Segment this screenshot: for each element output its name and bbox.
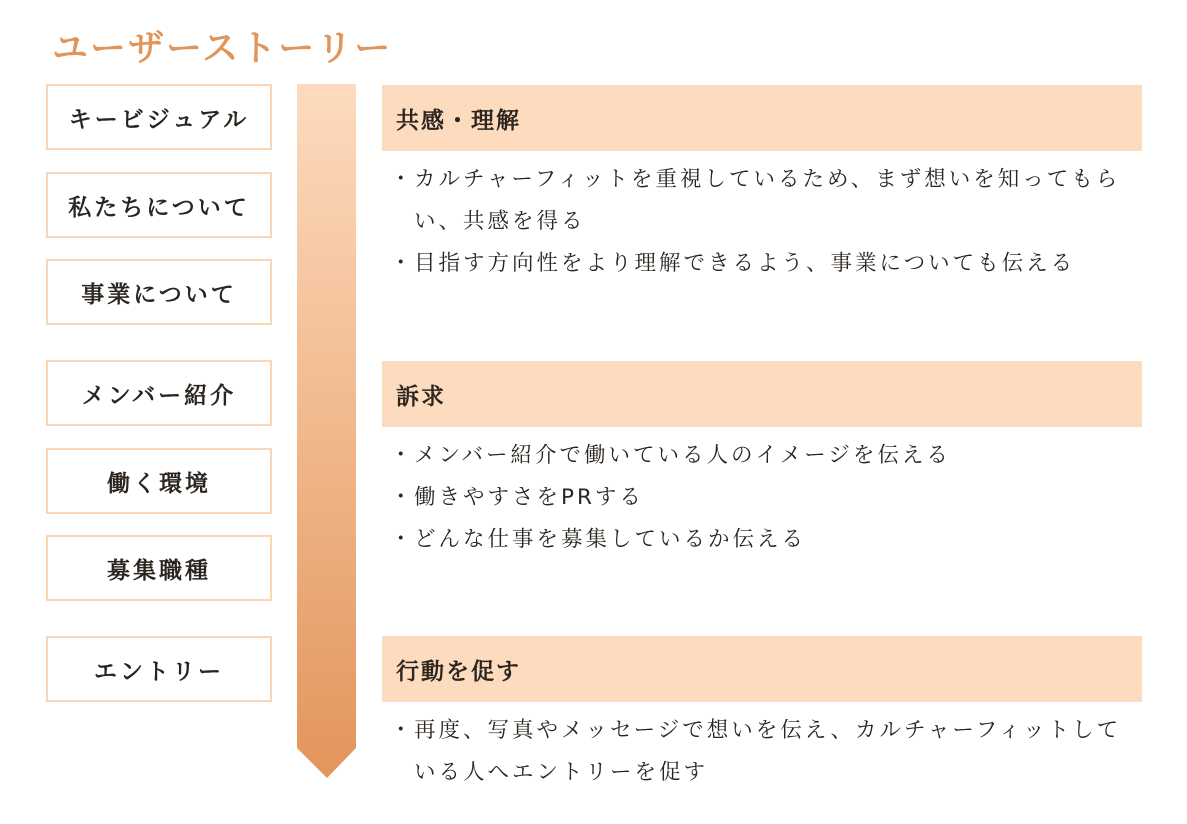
section-appeal [382,361,1142,561]
page-title: ユーザーストーリー [52,28,393,69]
stage-environment: 働く環境 [46,448,272,514]
stage-business: 事業について [46,259,272,325]
section-heading: 行動を促す [382,636,1142,702]
stage-recruitment: 募集職種 [46,535,272,601]
flow-arrow [297,84,357,778]
bullet-list [382,710,1132,794]
section-heading: 共感・理解 [382,85,1142,151]
bullet-list [382,159,1132,285]
section-empathy [382,85,1142,285]
bullet-item: ・ 働きやすさをPRする [382,477,1142,519]
bullet-item: ・ 目指す方向性をより理解できるよう、事業についても伝える [382,243,1132,285]
bullet-list [382,435,1142,561]
stage-entry: エントリー [46,636,272,702]
flow-arrow-shape [297,84,356,778]
section-heading: 訴求 [382,361,1142,427]
stage-key-visual: キービジュアル [46,84,272,150]
stage-members: メンバー紹介 [46,360,272,426]
bullet-item: ・ メンバー紹介で働いている人のイメージを伝える [382,435,1142,477]
section-action [382,636,1142,794]
bullet-item: ・ どんな仕事を募集しているか伝える [382,519,1142,561]
bullet-item: ・ カルチャーフィットを重視しているため、まず想いを知ってもらい、共感を得る [382,159,1132,243]
stage-about-us: 私たちについて [46,172,272,238]
bullet-item: ・ 再度、写真やメッセージで想いを伝え、カルチャーフィットしている人へエントリーを促す [382,710,1132,794]
